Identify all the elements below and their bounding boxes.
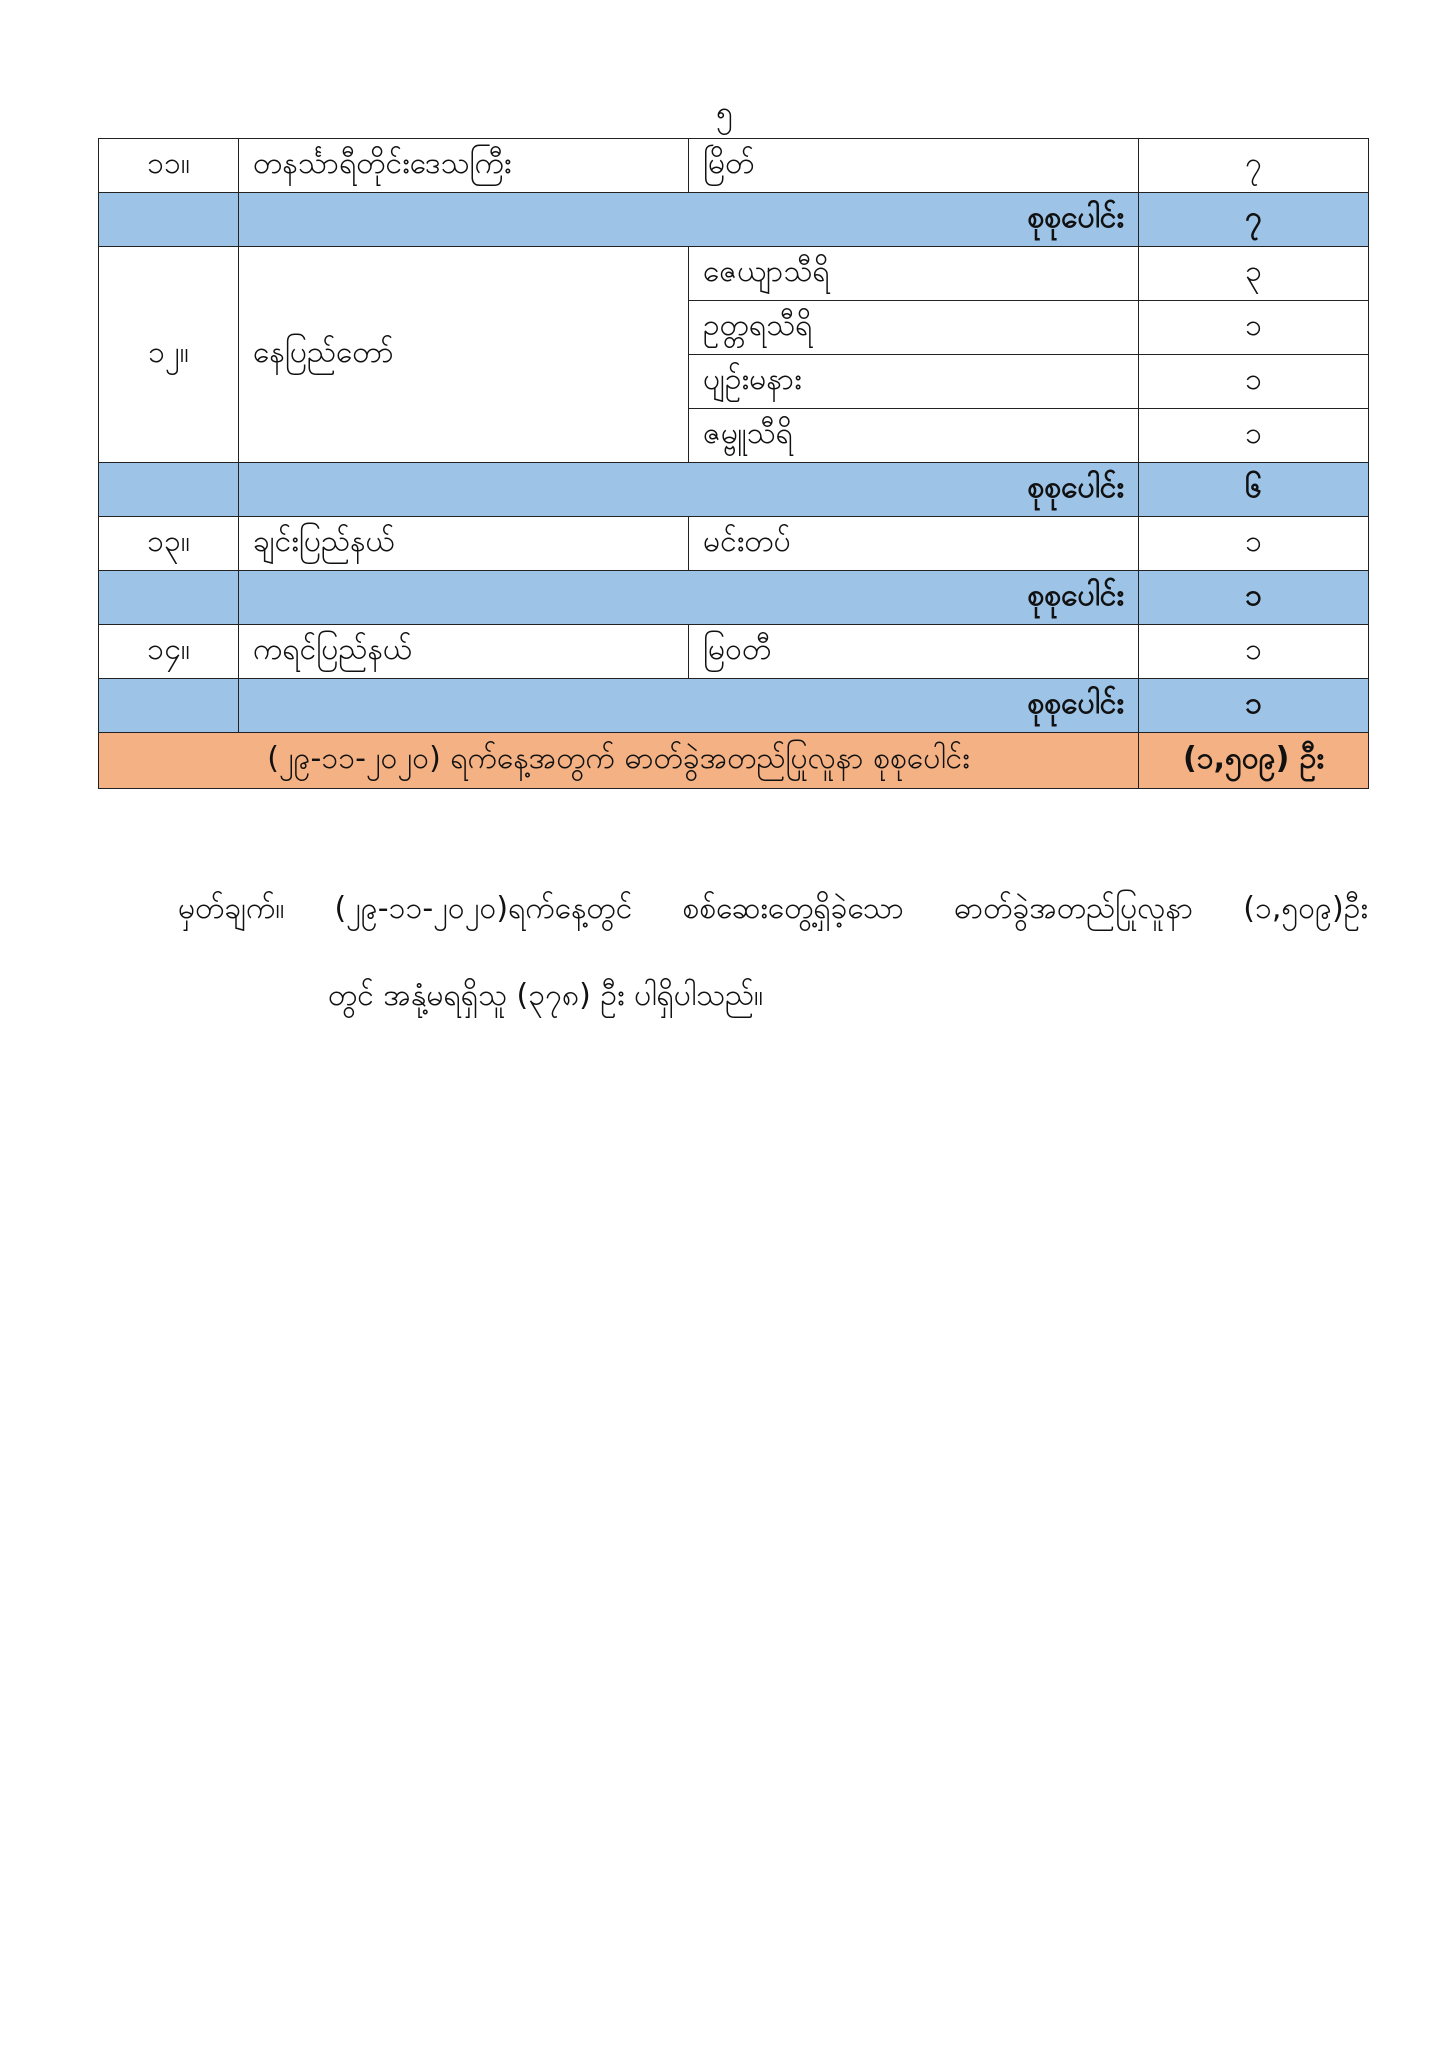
case-table (98, 138, 1369, 789)
township-name: ဇေယျာသီရိ (689, 247, 1139, 301)
region-name: တနင်္သာရီတိုင်းဒေသကြီး (239, 139, 689, 193)
subtotal-row (99, 571, 1369, 625)
remark-word: ဓာတ်ခွဲအတည်ပြုလူနာ (954, 891, 1194, 926)
subtotal-row (99, 193, 1369, 247)
case-count: ၁ (1139, 355, 1369, 409)
subtotal-value: ၇ (1139, 193, 1369, 247)
subtotal-blank-cell (99, 463, 239, 517)
subtotal-blank-cell (99, 193, 239, 247)
page-number: ၅ (716, 95, 733, 130)
row-number: ၁၁။ (99, 139, 239, 193)
subtotal-label: စုစုပေါင်း (239, 463, 1139, 517)
grand-total-value: (၁,၅၀၉) ဦး (1139, 733, 1369, 789)
township-name: မြဝတီ (689, 625, 1139, 679)
grand-total-label: (၂၉-၁၁-၂၀၂၀) ရက်နေ့အတွက် ဓာတ်ခွဲအတည်ပြုလူနာ စုစုပေါင်း (99, 733, 1139, 789)
table-row (99, 517, 1369, 571)
row-number: ၁၄။ (99, 625, 239, 679)
subtotal-row (99, 679, 1369, 733)
table-row (99, 139, 1369, 193)
subtotal-value: ၆ (1139, 463, 1369, 517)
subtotal-blank-cell (99, 571, 239, 625)
table-row (99, 625, 1369, 679)
grand-total-row (99, 733, 1369, 789)
subtotal-label: စုစုပေါင်း (239, 679, 1139, 733)
region-name: နေပြည်တော် (239, 247, 689, 463)
case-count: ၁ (1139, 301, 1369, 355)
remark-word: (၁,၅၀၉)ဦး (1243, 891, 1368, 926)
case-count: ၇ (1139, 139, 1369, 193)
case-count: ၃ (1139, 247, 1369, 301)
subtotal-label: စုစုပေါင်း (239, 193, 1139, 247)
subtotal-value: ၁ (1139, 571, 1369, 625)
township-name: ပျဉ်းမနား (689, 355, 1139, 409)
subtotal-blank-cell (99, 679, 239, 733)
region-name: ချင်းပြည်နယ် (239, 517, 689, 571)
row-number: ၁၂။ (99, 247, 239, 463)
remark-line-2: တွင် အနုံ့မရရှိသူ (၃၇၈) ဦး ပါရှိပါသည်။ (328, 978, 764, 1013)
subtotal-value: ၁ (1139, 679, 1369, 733)
remark-line-1 (178, 888, 1368, 933)
township-name: ဇမ္ဗူသီရိ (689, 409, 1139, 463)
row-number: ၁၃။ (99, 517, 239, 571)
table-row (99, 247, 1369, 301)
township-name: မြိတ် (689, 139, 1139, 193)
case-count: ၁ (1139, 409, 1369, 463)
remark-word: စစ်ဆေးတွေ့ရှိခဲ့သော (682, 891, 904, 926)
remark-note (178, 888, 1368, 1020)
remark-word: မှတ်ချက်။ (178, 891, 285, 926)
subtotal-row (99, 463, 1369, 517)
township-name: မင်းတပ် (689, 517, 1139, 571)
township-name: ဥတ္တရသီရိ (689, 301, 1139, 355)
remark-word: (၂၉-၁၁-၂၀၂၀)ရက်နေ့တွင် (334, 891, 633, 926)
region-name: ကရင်ပြည်နယ် (239, 625, 689, 679)
subtotal-label: စုစုပေါင်း (239, 571, 1139, 625)
case-count: ၁ (1139, 517, 1369, 571)
case-count: ၁ (1139, 625, 1369, 679)
